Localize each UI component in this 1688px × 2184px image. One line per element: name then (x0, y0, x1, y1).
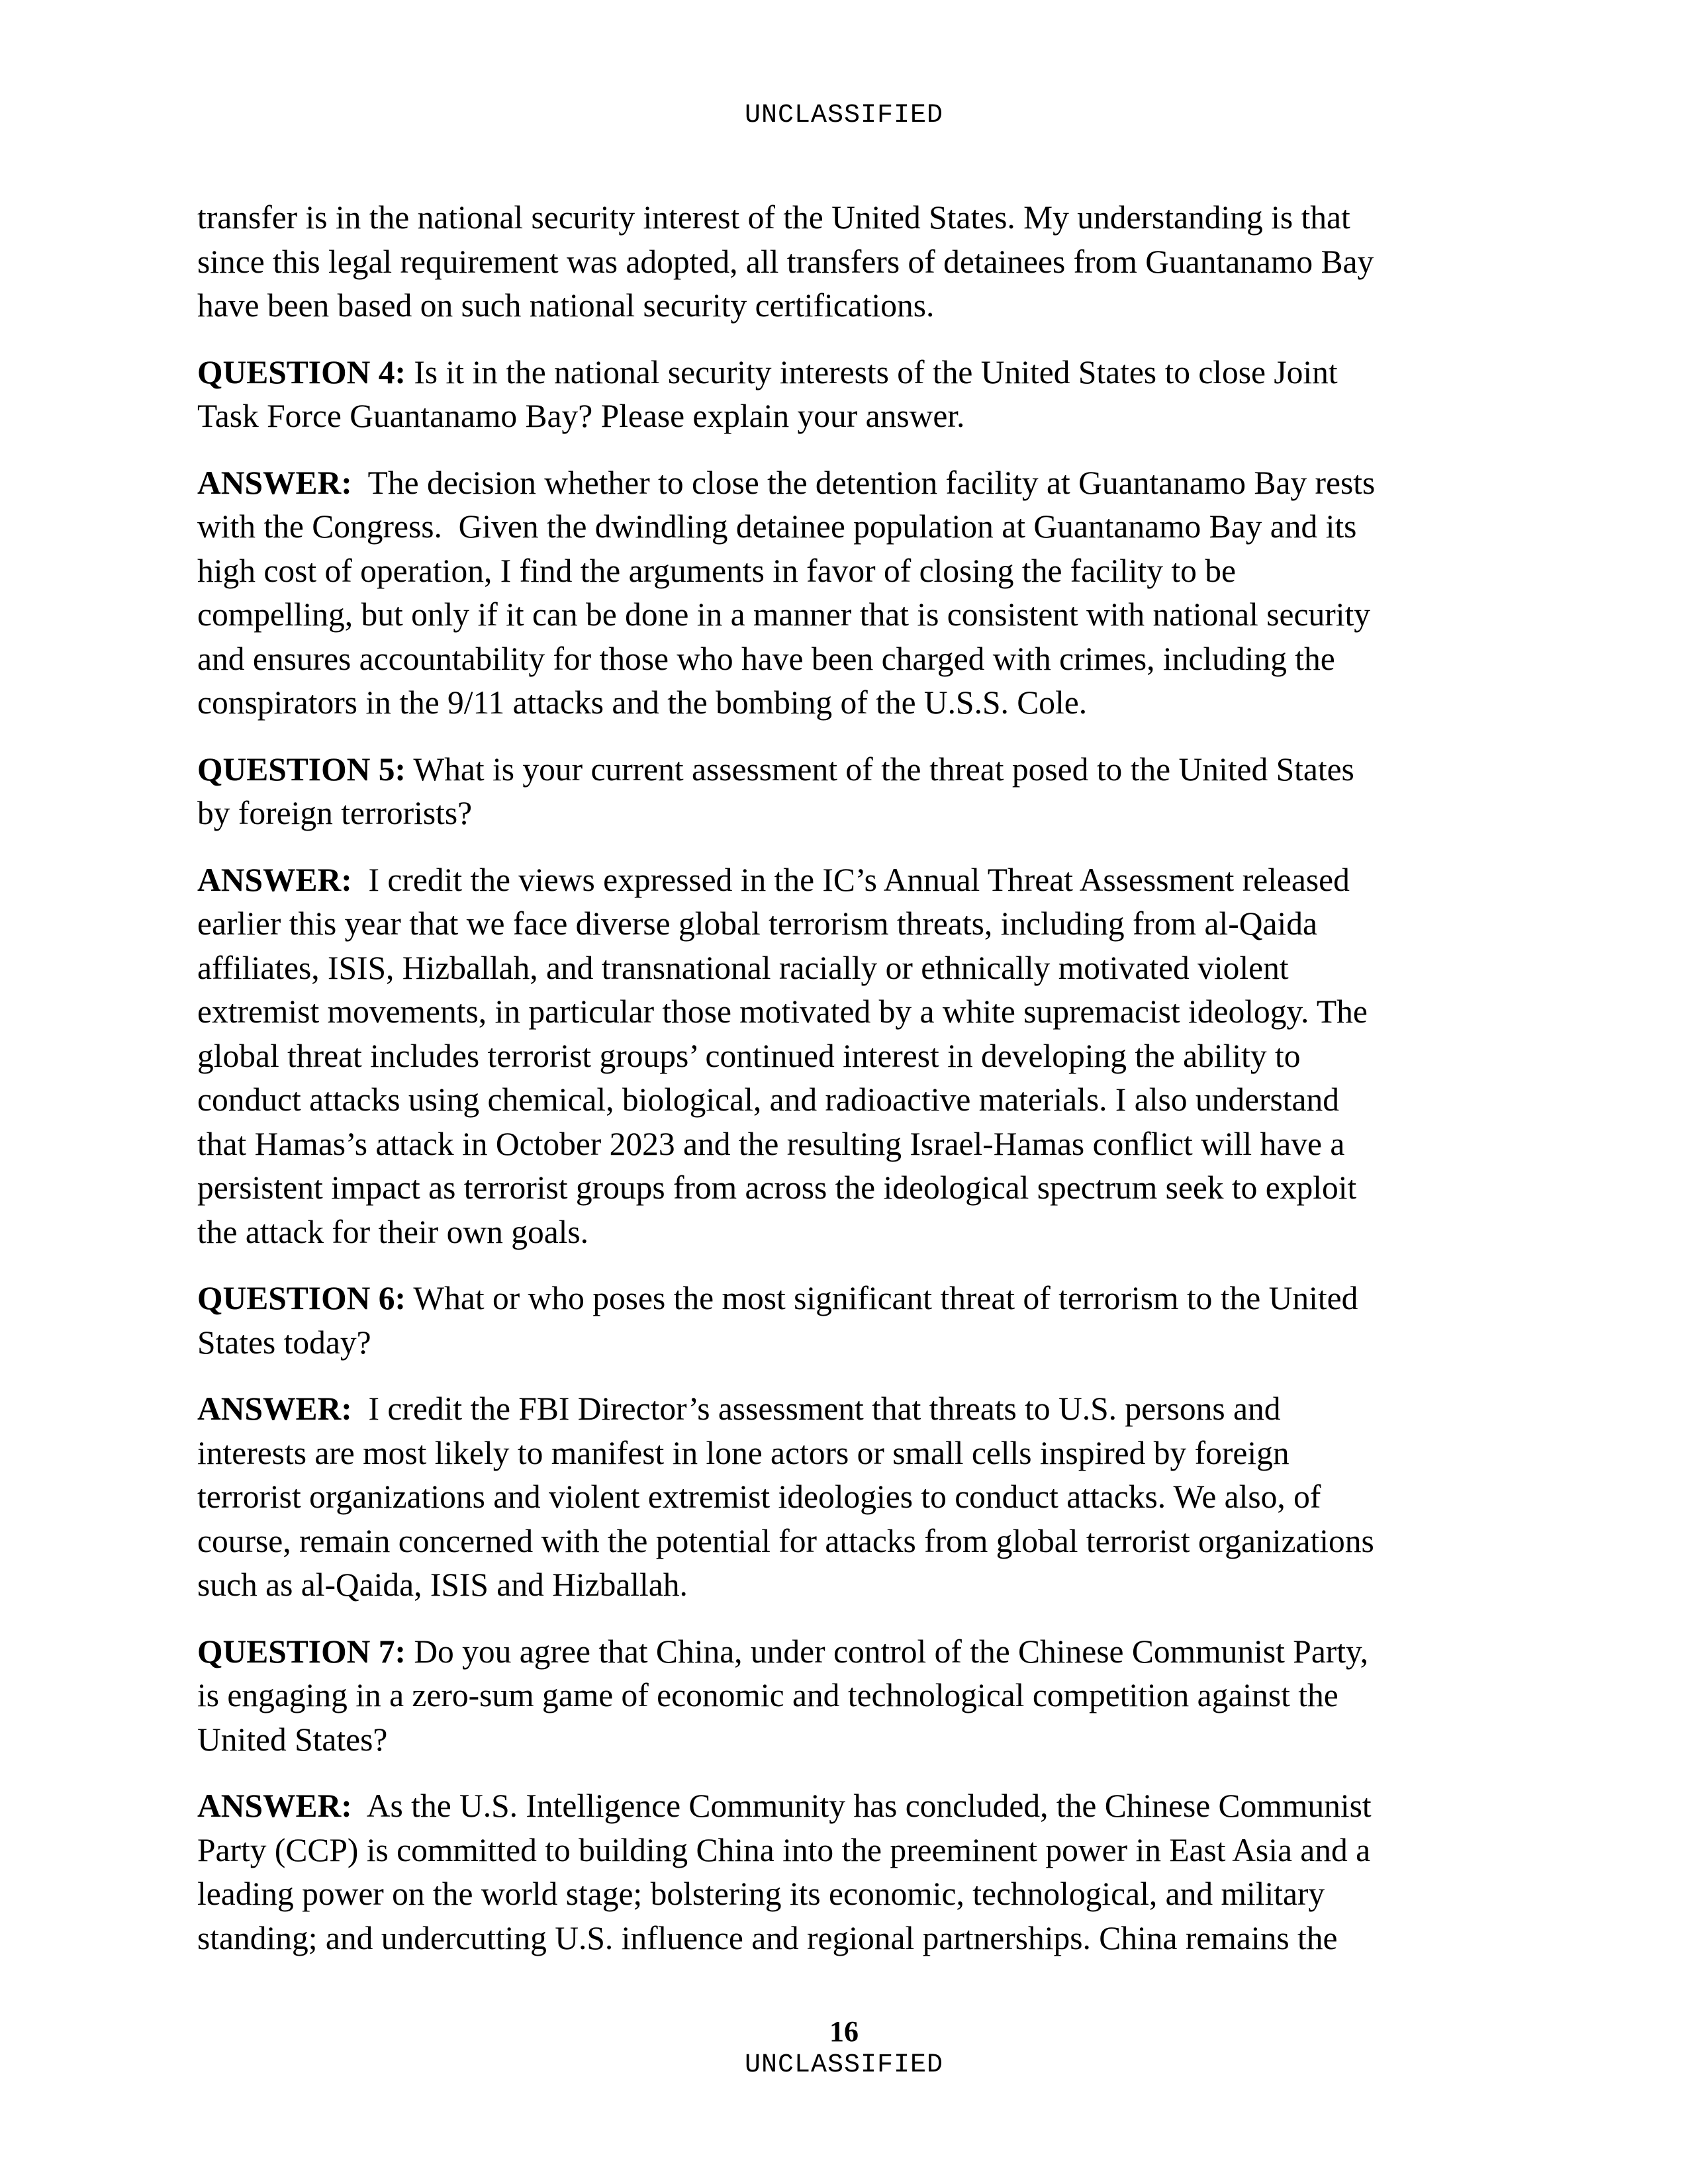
text-line: leading power on the world stage; bolstering its economic, technological, and military (197, 1876, 1325, 1912)
text-line: extremist movements, in particular those motivated by a white supremacist ideology. The (197, 993, 1368, 1030)
answer-5 (197, 858, 1496, 1255)
question-5 (197, 748, 1496, 836)
text-line: Is it in the national security interests of the United States to close Joint (405, 353, 1338, 390)
header-classification: UNCLASSIFIED (744, 101, 944, 130)
text-line: Do you agree that China, under control of the Chinese Communist Party, (405, 1633, 1368, 1670)
answer-4 (197, 461, 1496, 725)
text-line: by foreign terrorists? (197, 795, 473, 831)
text-line: high cost of operation, I find the arguments in favor of closing the facility to be (197, 552, 1236, 589)
text-line: Task Force Guantanamo Bay? Please explain your answer. (197, 398, 965, 434)
text-line: United States? (197, 1721, 388, 1758)
page-number: 16 (829, 2015, 859, 2048)
text-line: What is your current assessment of the threat posed to the United States (405, 751, 1354, 788)
text-line: transfer is in the national security interest of the United States. My understanding is that (197, 199, 1350, 236)
document-body (197, 196, 1496, 1983)
text-line: What or who poses the most significant threat of terrorism to the United (405, 1280, 1358, 1316)
text-line: have been based on such national security certifications. (197, 287, 935, 324)
text-line: Party (CCP) is committed to building China into the preeminent power in East Asia and a (197, 1831, 1371, 1868)
question-6 (197, 1277, 1496, 1365)
text-line: I credit the views expressed in the IC’s Annual Threat Assessment released (352, 861, 1350, 898)
text-line: affiliates, ISIS, Hizballah, and transnational racially or ethnically motivated violent (197, 949, 1289, 986)
answer-label: ANSWER: (197, 861, 352, 898)
answer-label: ANSWER: (197, 1788, 352, 1824)
question-label: QUESTION 4: (197, 353, 406, 390)
text-line: such as al-Qaida, ISIS and Hizballah. (197, 1567, 688, 1603)
text-line: compelling, but only if it can be done in a manner that is consistent with national security (197, 596, 1370, 633)
text-line: with the Congress. Given the dwindling detainee population at Guantanamo Bay and its (197, 508, 1357, 545)
text-line: the attack for their own goals. (197, 1213, 589, 1250)
question-label: QUESTION 7: (197, 1633, 406, 1670)
text-line: is engaging in a zero-sum game of economic and technological competition against the (197, 1677, 1338, 1713)
text-line: global threat includes terrorist groups’ continued interest in developing the ability to (197, 1037, 1301, 1074)
text-line: since this legal requirement was adopted, all transfers of detainees from Guantanamo Bay (197, 243, 1374, 280)
paragraph-continuation (197, 196, 1496, 328)
text-line: and ensures accountability for those who have been charged with crimes, including the (197, 640, 1335, 677)
answer-label: ANSWER: (197, 1390, 352, 1427)
question-label: QUESTION 6: (197, 1280, 406, 1316)
text-line: As the U.S. Intelligence Community has concluded, the Chinese Communist (352, 1788, 1372, 1824)
text-line: conduct attacks using chemical, biological, and radioactive materials. I also understand (197, 1081, 1340, 1118)
text-line: I credit the FBI Director’s assessment that threats to U.S. persons and (352, 1390, 1281, 1427)
answer-6 (197, 1387, 1496, 1608)
question-label: QUESTION 5: (197, 751, 406, 788)
footer-classification: UNCLASSIFIED (744, 2050, 944, 2080)
text-line: States today? (197, 1324, 371, 1361)
text-line: persistent impact as terrorist groups from across the ideological spectrum seek to exploit (197, 1169, 1357, 1206)
text-line: The decision whether to close the detention facility at Guantanamo Bay rests (352, 464, 1376, 501)
answer-label: ANSWER: (197, 464, 352, 501)
question-7 (197, 1630, 1496, 1762)
text-line: standing; and undercutting U.S. influence and regional partnerships. China remains the (197, 1919, 1338, 1956)
text-line: terrorist organizations and violent extremist ideologies to conduct attacks. We also, of (197, 1479, 1321, 1515)
text-line: earlier this year that we face diverse global terrorism threats, including from al-Qaida (197, 905, 1317, 942)
text-line: interests are most likely to manifest in lone actors or small cells inspired by foreign (197, 1434, 1289, 1471)
text-line: that Hamas’s attack in October 2023 and the resulting Israel-Hamas conflict will have a (197, 1125, 1345, 1162)
text-line: course, remain concerned with the potential for attacks from global terrorist organizations (197, 1522, 1374, 1559)
answer-7 (197, 1784, 1496, 1960)
text-line: conspirators in the 9/11 attacks and the bombing of the U.S.S. Cole. (197, 684, 1088, 721)
question-4 (197, 351, 1496, 439)
